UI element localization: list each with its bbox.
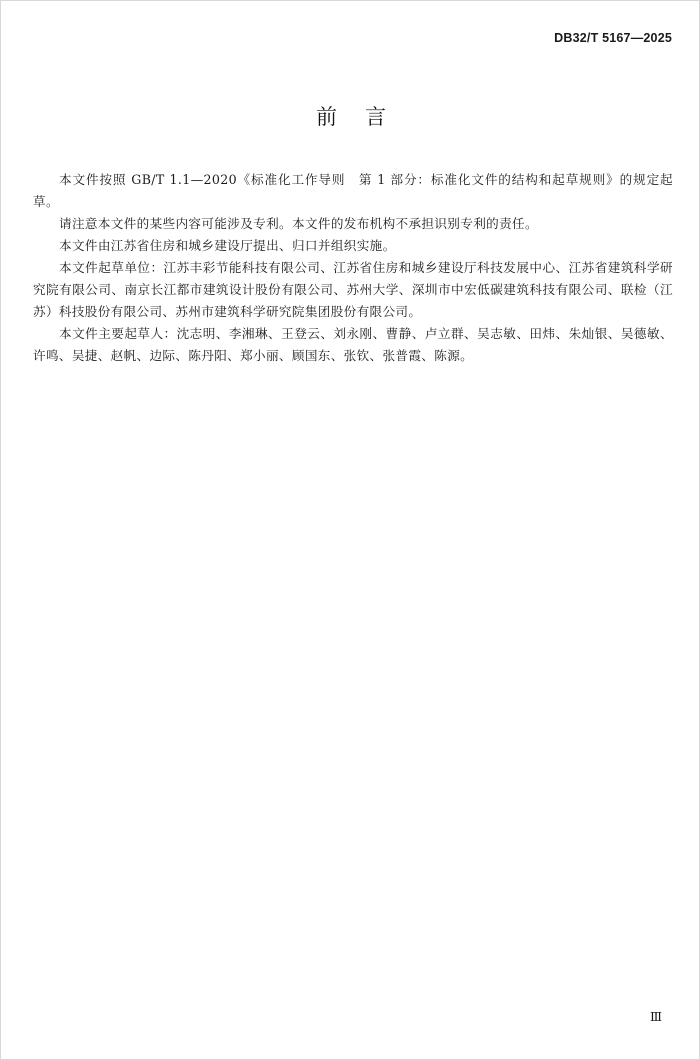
paragraph-drafters: 本文件主要起草人：沈志明、李湘琳、王登云、刘永刚、曹静、卢立群、吴志敏、田炜、朱灿银、吴德敏、许鸣、吴捷、赵帆、边际、陈丹阳、郑小丽、顾国东、张钦、张普霞、陈源。 <box>33 326 673 363</box>
foreword-body <box>33 169 673 367</box>
paragraph-patent-notice: 请注意本文件的某些内容可能涉及专利。本文件的发布机构不承担识别专利的责任。 <box>59 216 538 231</box>
page-title: 前言 <box>316 105 414 129</box>
paragraph-drafting-rules: 本文件按照 GB/T 1.1—2020《标准化工作导则 第 1 部分：标准化文件的结构和起草规则》的规定起草。 <box>33 172 673 209</box>
page-number: Ⅲ <box>649 1010 662 1024</box>
paragraph-proposer: 本文件由江苏省住房和城乡建设厅提出、归口并组织实施。 <box>59 238 396 253</box>
standard-code: DB32/T 5167—2025 <box>554 31 672 45</box>
paragraph-drafting-units: 本文件起草单位：江苏丰彩节能科技有限公司、江苏省住房和城乡建设厅科技发展中心、江苏省建筑科学研究院有限公司、南京长江都市建筑设计股份有限公司、苏州大学、深圳市中宏低碳建筑科技有限公司、联检（江苏）科技股份有限公司、苏州市建筑科学研究院集团股份有限公司。 <box>33 260 673 319</box>
